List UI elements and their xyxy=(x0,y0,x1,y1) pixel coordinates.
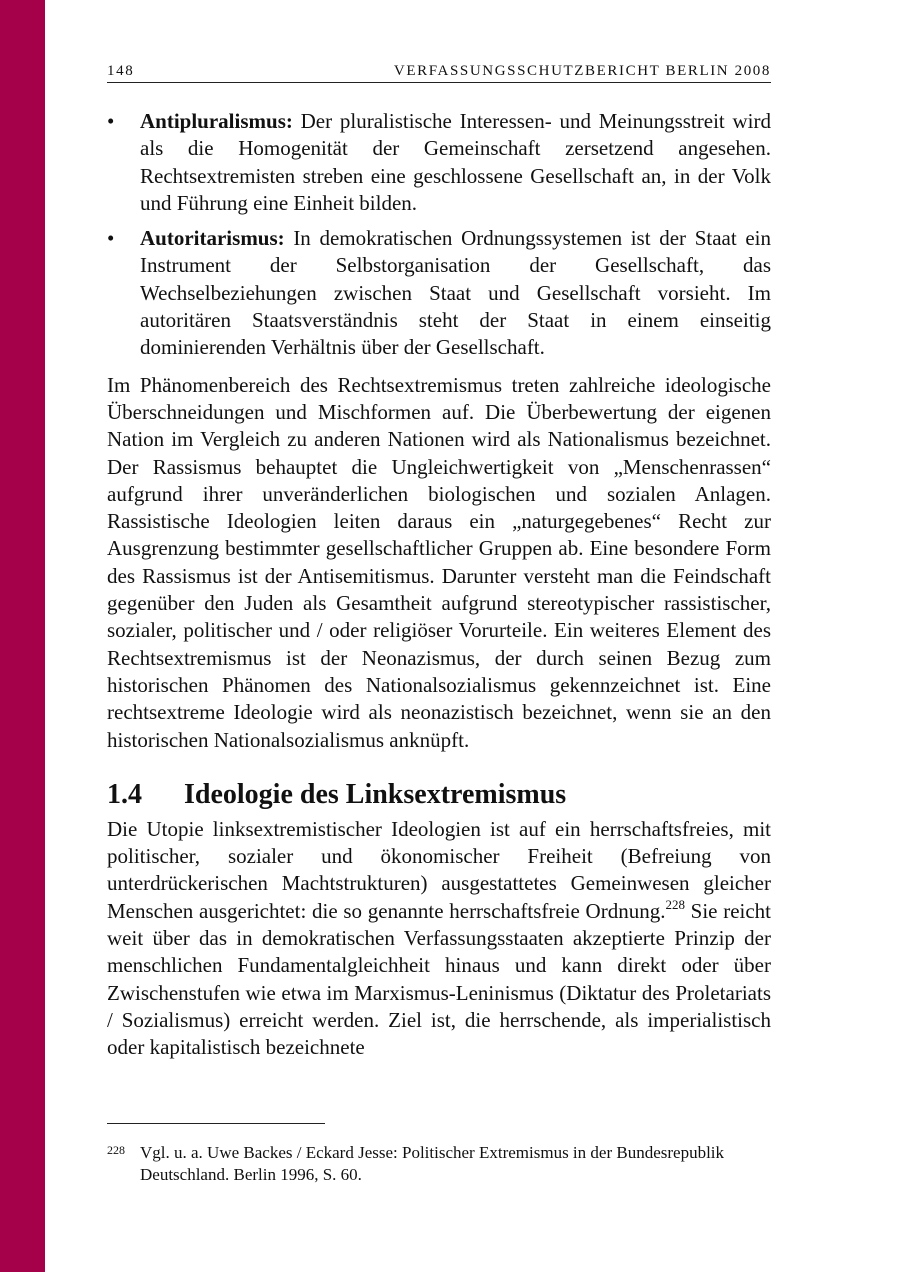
paragraph-text-continued: Sie reicht weit über das in demokratischen Verfassungsstaaten akzeptierte Prinzip der menschlichen Fundamentalgleichheit hinaus und kann direkt oder über Zwischenstufen wie etwa im Marxismus-Leninismus (Diktatur des Proletariats / Sozialismus) erreicht werden. Ziel ist, die herrschende, als imperialistisch oder kapitalistisch bezeichnete xyxy=(107,898,772,1060)
footnote xyxy=(107,1142,771,1186)
bullet-dot-icon: • xyxy=(107,226,115,251)
paragraph-text: Die Utopie linksextremistischer Ideologien ist auf ein herrschaftsfreies, mit politischer, sozialer und ökonomischer Freiheit (Befreiung von unterdrückerischen Machtstrukturen) ausgestattetes Gemeinwesen gleicher Menschen ausgerichtet: die so genannte herrschaftsfreie Ordnung. xyxy=(107,816,771,923)
paragraph-linksextremismus xyxy=(107,816,771,1062)
paragraph-rechtsextremismus: Im Phänomenbereich des Rechtsextremismus treten zahlreiche ideologische Überschneidungen und Mischformen auf. Die Überbewertung der eigenen Nation im Vergleich zu anderen Nationen wird als Nationalismus bezeichnet. Der Rassismus behauptet die Ungleichwertigkeit von „Menschenrassen“ aufgrund ihrer unveränderlichen biologischen und sozialen Anlagen. Rassistische Ideologien leiten daraus ein „naturgegebenes“ Recht zur Ausgrenzung bestimmter gesellschaftlicher Gruppen ab. Eine besondere Form des Rassismus ist der Antisemitismus. Darunter versteht man die Feindschaft gegenüber den Juden als Gesamtheit aufgrund stereotypischer rassistischer, sozialer, politischer und / oder religiöser Vorurteile. Ein weiteres Element des Rechtsextremismus ist der Neonazismus, der durch seinen Bezug zum historischen Phänomen des Nationalsozialismus gekennzeichnet ist. Eine rechtsextreme Ideologie wird als neonazistisch bezeichnet, wenn sie an den historischen Nationalsozialismus anknüpft. xyxy=(107,372,771,752)
bullet-term: Antipluralismus: xyxy=(140,109,293,133)
bullet-text: Der pluralistische Interessen- und Meinungsstreit wird als die Homogenität der Gemeinschaft zersetzend angesehen. Rechtsextremisten streben eine geschlossene Gesellschaft an, in der Volk und Führung eine Einheit bilden. xyxy=(140,109,771,215)
page-body xyxy=(107,108,771,1062)
footnote-number: 228 xyxy=(107,1143,125,1157)
footnote-rule xyxy=(107,1123,325,1124)
section-number: 1.4 xyxy=(107,778,142,810)
footnote-text: Vgl. u. a. Uwe Backes / Eckard Jesse: Politischer Extremismus in der Bundesrepublik Deutschland. Berlin 1996, S. 60. xyxy=(140,1143,725,1184)
bullet-text: In demokratischen Ordnungssystemen ist der Staat ein Instrument der Selbstorganisation der Gesellschaft, das Wechselbeziehungen zwischen Staat und Gesellschaft vorsieht. Im autoritären Staatsverständnis steht der Staat in einem einseitig dominierenden Verhältnis über der Gesellschaft. xyxy=(140,226,771,360)
bullet-dot-icon: • xyxy=(107,109,115,133)
header-rule xyxy=(107,82,771,83)
side-color-bar xyxy=(0,0,45,1272)
running-title: VERFASSUNGSSCHUTZBERICHT BERLIN 2008 xyxy=(393,63,771,79)
section-title: Ideologie des Linksextremismus xyxy=(184,778,567,810)
section-heading xyxy=(107,778,771,812)
bullet-item-autoritarismus xyxy=(107,225,771,361)
page-header xyxy=(107,63,771,80)
page-number: 148 xyxy=(107,63,135,79)
bullet-item-antipluralismus xyxy=(107,108,771,217)
footnote-reference[interactable]: 228 xyxy=(665,896,685,912)
bullet-term: Autoritarismus: xyxy=(140,226,285,251)
